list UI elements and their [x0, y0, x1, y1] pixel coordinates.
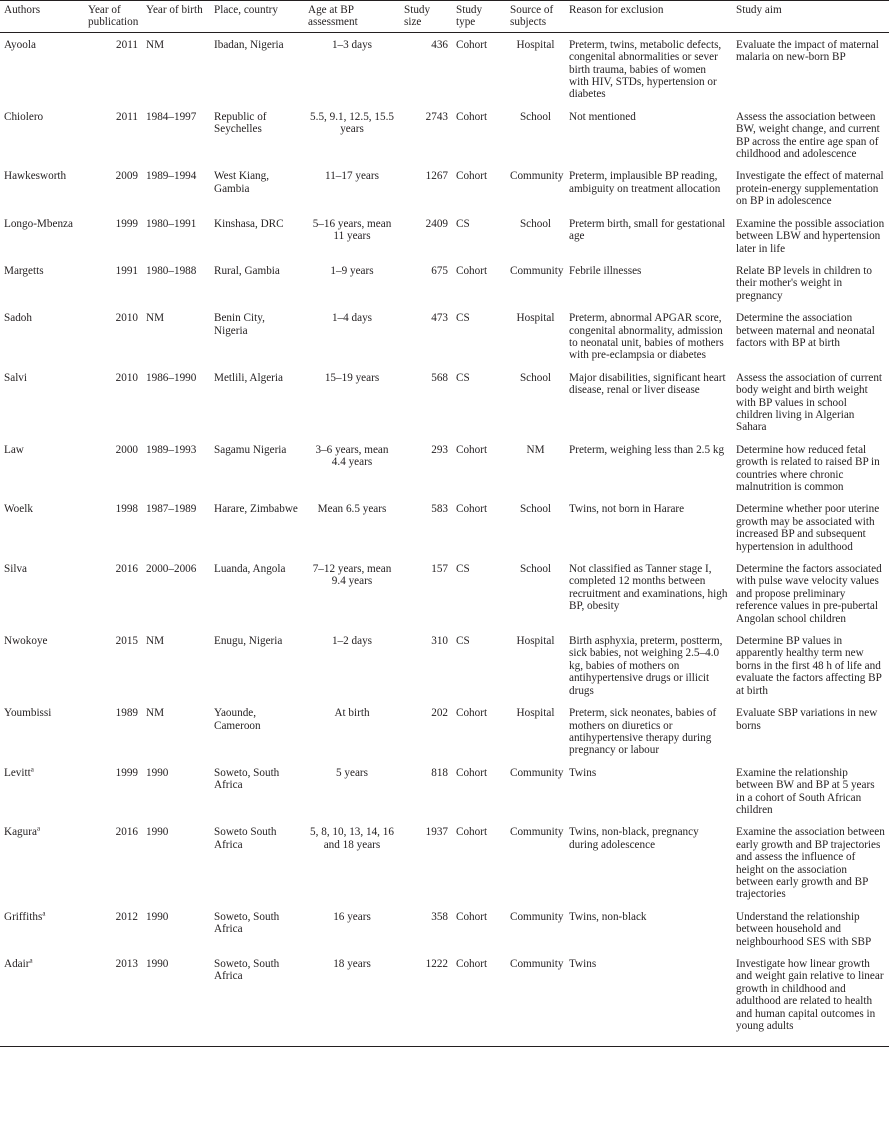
cell-study-type: CS — [456, 635, 470, 648]
table-row — [0, 820, 889, 904]
cell-reason-for-exclusion: Twins, non-black — [569, 910, 647, 923]
cell-source-of-subjects: School — [519, 503, 552, 516]
cell-author — [0, 164, 84, 211]
cell-year-of-birth: 2000–2006 — [146, 563, 197, 576]
cell-age-at-bp-assessment: 1–4 days — [331, 312, 373, 325]
cell-reason-for-exclusion: Major disabilities, significant heart disease, renal or liver disease — [569, 371, 726, 397]
cell-year-of-publication: 2015 — [115, 635, 138, 648]
author-name: Griffiths — [4, 910, 43, 923]
header-study-aim: Study aim — [732, 1, 889, 33]
cell-study-type: Cohort — [456, 910, 488, 923]
cell-author — [0, 32, 84, 105]
cell-study-size: 436 — [431, 38, 448, 51]
cell-source-of-subjects: Hospital — [516, 707, 555, 720]
cell-study-type: CS — [456, 217, 470, 230]
table-row — [0, 761, 889, 821]
cell-year-of-publication: 1999 — [115, 766, 138, 779]
cell-study-size: 310 — [431, 635, 448, 648]
cell-source-of-subjects: Community — [510, 264, 564, 277]
cell-place-country: West Kiang, Gambia — [214, 170, 270, 195]
author-name: Kagura — [4, 826, 37, 839]
cell-year-of-birth: 1989–1993 — [146, 443, 197, 456]
cell-reason-for-exclusion: Preterm, twins, metabolic defects, congenital abnormalities or sever birth trauma, babies of women with HIV, STDs, hypertension or diabetes — [569, 38, 722, 101]
cell-reason-for-exclusion: Preterm, sick neonates, babies of mothers on diuretics or antihypertensive therapy during pregnancy or labour — [569, 707, 717, 757]
cell-study-aim: Relate BP levels in children to their mother's weight in pregnancy — [736, 264, 872, 302]
cell-year-of-publication: 1991 — [115, 264, 138, 277]
cell-reason-for-exclusion: Preterm, weighing less than 2.5 kg — [569, 443, 725, 456]
cell-reason-for-exclusion: Twins, not born in Harare — [569, 503, 685, 516]
cell-study-aim: Determine the association between maternal and neonatal factors with BP at birth — [736, 312, 875, 349]
cell-source-of-subjects: Hospital — [516, 312, 555, 325]
cell-year-of-birth: 1990 — [146, 826, 169, 839]
cell-reason-for-exclusion: Preterm, implausible BP reading, ambiguity on treatment allocation — [569, 170, 721, 195]
cell-study-aim: Investigate the effect of maternal protein-energy supplementation on BP in adolescence — [736, 170, 884, 208]
cell-source-of-subjects: School — [519, 371, 552, 384]
cell-study-type: CS — [456, 312, 470, 325]
cell-study-type: Cohort — [456, 110, 488, 123]
cell-year-of-publication: 2010 — [115, 312, 138, 325]
cell-year-of-publication: 2000 — [115, 443, 138, 456]
cell-study-size: 473 — [431, 312, 448, 325]
cell-study-size: 202 — [431, 707, 448, 720]
author-name: Sadoh — [4, 312, 32, 325]
cell-place-country: Soweto South Africa — [214, 826, 277, 851]
cell-year-of-birth: 1990 — [146, 766, 169, 779]
cell-reason-for-exclusion: Febrile illnesses — [569, 264, 642, 277]
header-authors: Authors — [0, 1, 84, 33]
cell-age-at-bp-assessment: 16 years — [333, 910, 371, 923]
header-age-at-bp-assessment: Age at BP assessment — [304, 1, 400, 33]
cell-study-aim: Determine how reduced fetal growth is related to raised BP in countries where chronic malnutrition is common — [736, 443, 880, 493]
cell-study-size: 293 — [431, 443, 448, 456]
cell-study-type: Cohort — [456, 38, 488, 51]
cell-place-country: Soweto, South Africa — [214, 766, 280, 792]
cell-study-aim: Examine the possible association between LBW and hypertension later in life — [736, 217, 885, 255]
cell-author — [0, 701, 84, 761]
cell-reason-for-exclusion: Preterm, abnormal APGAR score, congenital abnormality, admission to neonatal unit, babies of mothers with pre-eclampsia or diabetes — [569, 312, 724, 362]
cell-year-of-publication: 1998 — [115, 503, 138, 516]
cell-study-type: Cohort — [456, 170, 488, 183]
cell-age-at-bp-assessment: At birth — [334, 707, 370, 720]
cell-reason-for-exclusion: Twins — [565, 952, 732, 1047]
footnote-marker: a — [30, 764, 34, 773]
cell-place-country: Soweto, South Africa — [214, 910, 280, 936]
cell-year-of-birth: NM — [146, 38, 165, 51]
cell-study-type: Cohort — [456, 766, 488, 779]
author-name: Adair — [4, 958, 30, 970]
cell-year-of-publication: 2011 — [116, 110, 138, 123]
cell-age-at-bp-assessment: 1–9 years — [330, 264, 374, 277]
cell-age-at-bp-assessment: 5 years — [336, 766, 368, 779]
cell-year-of-birth: NM — [146, 635, 165, 648]
cell-study-aim: Examine the association between early growth and BP trajectories and assess the influence of height on the association between early growth and BP trajectories — [736, 826, 885, 901]
author-name: Silva — [4, 563, 27, 576]
author-name: Youmbissi — [4, 707, 52, 720]
cell-year-of-publication: 2013 — [84, 952, 142, 1047]
cell-reason-for-exclusion: Not classified as Tanner stage I, completed 12 months between recruitment and examinations, high BP, obesity — [569, 563, 728, 613]
cell-source-of-subjects: Hospital — [516, 635, 555, 648]
cell-reason-for-exclusion: Preterm birth, small for gestational age — [569, 217, 726, 243]
cell-study-aim: Assess the association between BW, weight change, and current BP across the entire age span of childhood and adolescence — [736, 110, 880, 161]
cell-reason-for-exclusion: Twins, non-black, pregnancy during adolescence — [569, 826, 699, 851]
cell-place-country: Benin City, Nigeria — [214, 312, 265, 337]
cell-study-size: 1267 — [425, 170, 448, 183]
author-name: Law — [4, 443, 24, 456]
cell-year-of-birth: NM — [146, 312, 165, 325]
cell-study-size: 818 — [431, 766, 448, 779]
header-reason-for-exclusion: Reason for exclusion — [565, 1, 732, 33]
cell-source-of-subjects: Community — [510, 826, 564, 839]
cell-year-of-publication: 2016 — [115, 826, 138, 839]
header-place-country: Place, country — [210, 1, 304, 33]
table-row — [0, 259, 889, 306]
table-row — [0, 905, 889, 952]
cell-study-size: 568 — [431, 371, 448, 384]
cell-study-aim: Evaluate the impact of maternal malaria on new-born BP — [736, 38, 879, 64]
cell-year-of-publication: 2012 — [115, 910, 138, 923]
cell-author — [0, 306, 84, 366]
table-row — [0, 557, 889, 629]
cell-study-aim: Determine whether poor uterine growth may be associated with increased BP and subsequent hypertension in adulthood — [736, 503, 880, 553]
cell-place-country: Republic of Seychelles — [214, 110, 267, 136]
cell-source-of-subjects: Community — [510, 766, 564, 779]
table-row — [0, 306, 889, 366]
cell-author — [0, 259, 84, 306]
cell-study-type: CS — [456, 371, 470, 384]
cell-source-of-subjects: Community — [510, 910, 564, 923]
footnote-marker: a — [42, 909, 46, 918]
cell-age-at-bp-assessment: 5–16 years, mean 11 years — [312, 217, 392, 243]
header-year-of-birth: Year of birth — [142, 1, 210, 33]
cell-year-of-birth: 1980–1991 — [146, 217, 197, 230]
table-row — [0, 212, 889, 259]
table-row — [0, 366, 889, 438]
cell-author — [0, 497, 84, 557]
header-study-size: Study size — [400, 1, 452, 33]
cell-age-at-bp-assessment: 15–19 years — [324, 371, 380, 384]
author-name: Woelk — [4, 503, 33, 516]
cell-place-country: Enugu, Nigeria — [214, 635, 283, 648]
cell-author — [0, 952, 84, 1047]
footnote-marker: a — [29, 956, 33, 965]
cell-author — [0, 761, 84, 821]
cell-year-of-birth: 1980–1988 — [146, 264, 197, 277]
table-row — [0, 105, 889, 165]
cell-place-country: Metlili, Algeria — [214, 371, 283, 384]
header-source-of-subjects: Source of subjects — [506, 1, 565, 33]
cell-place-country: Soweto, South Africa — [210, 952, 304, 1047]
cell-reason-for-exclusion: Birth asphyxia, preterm, postterm, sick babies, not weighing 2.5–4.0 kg, babies of mothers on antihypertensive drugs or illicit drugs — [569, 635, 723, 697]
cell-year-of-birth: NM — [146, 707, 165, 720]
cell-age-at-bp-assessment: Mean 6.5 years — [317, 503, 387, 516]
cell-study-size: 675 — [431, 264, 448, 277]
cell-year-of-publication: 1999 — [115, 217, 138, 230]
cell-author — [0, 438, 84, 498]
cell-study-aim: Understand the relationship between household and neighbourhood SES with SBP — [736, 910, 872, 948]
table-row — [0, 701, 889, 761]
cell-source-of-subjects: Community — [510, 170, 564, 183]
cell-place-country: Yaounde, Cameroon — [214, 707, 261, 732]
cell-source-of-subjects: Community — [506, 952, 565, 1047]
author-name: Nwokoye — [4, 635, 48, 648]
cell-author — [0, 820, 84, 904]
cell-year-of-publication: 2011 — [116, 38, 138, 51]
cell-source-of-subjects: Hospital — [516, 38, 555, 51]
header-year-of-publication: Year of publication — [84, 1, 142, 33]
cell-study-type: Cohort — [456, 707, 488, 720]
cell-age-at-bp-assessment: 5, 8, 10, 13, 14, 16 and 18 years — [310, 826, 394, 851]
cell-study-type: Cohort — [456, 443, 488, 456]
cell-study-aim: Investigate how linear growth and weight gain relative to linear growth in childhood and adulthood are related to health and human capital outcomes in young adults — [732, 952, 889, 1047]
author-name: Longo-Mbenza — [4, 217, 73, 230]
table-header-row — [0, 1, 889, 33]
cell-year-of-publication: 2009 — [115, 170, 138, 183]
header-study-type: Study type — [452, 1, 506, 33]
cell-year-of-publication: 2016 — [115, 563, 138, 576]
author-name: Ayoola — [4, 38, 36, 51]
author-name: Hawkesworth — [4, 170, 67, 183]
cell-study-aim: Assess the association of current body weight and birth weight with BP values in school children living in Algerian Sahara — [736, 371, 883, 434]
cell-study-size: 157 — [431, 563, 448, 576]
cell-author — [0, 905, 84, 952]
cell-age-at-bp-assessment: 3–6 years, mean 4.4 years — [315, 443, 389, 469]
cell-study-size: 1222 — [400, 952, 452, 1047]
cell-year-of-birth: 1990 — [142, 952, 210, 1047]
cell-age-at-bp-assessment: 18 years — [304, 952, 400, 1047]
cell-place-country: Kinshasa, DRC — [214, 217, 284, 230]
cell-age-at-bp-assessment: 1–2 days — [331, 635, 373, 648]
table-row — [0, 952, 889, 1047]
cell-year-of-birth: 1989–1994 — [146, 170, 197, 183]
cell-study-size: 2743 — [425, 110, 448, 123]
cell-study-type: Cohort — [456, 503, 488, 516]
cell-source-of-subjects: NM — [526, 443, 545, 456]
cell-study-size: 583 — [431, 503, 448, 516]
cell-reason-for-exclusion: Not mentioned — [569, 110, 636, 123]
table-row — [0, 32, 889, 105]
cell-study-type: CS — [456, 563, 470, 576]
cell-study-aim: Examine the relationship between BW and BP at 5 years in a cohort of South African children — [736, 766, 875, 816]
cell-study-size: 1937 — [425, 826, 448, 839]
cell-year-of-birth: 1984–1997 — [146, 110, 197, 123]
author-name: Salvi — [4, 371, 27, 384]
cell-place-country: Ibadan, Nigeria — [214, 38, 284, 51]
cell-reason-for-exclusion: Twins — [569, 766, 597, 779]
cell-study-type: Cohort — [452, 952, 506, 1047]
cell-author — [0, 557, 84, 629]
cell-source-of-subjects: School — [519, 217, 552, 230]
cell-year-of-birth: 1990 — [146, 910, 169, 923]
footnote-marker: a — [36, 824, 41, 833]
cell-age-at-bp-assessment: 5.5, 9.1, 12.5, 15.5 years — [310, 110, 394, 136]
cell-study-size: 2409 — [425, 217, 448, 230]
author-name: Margetts — [4, 264, 44, 277]
table-row — [0, 629, 889, 701]
cell-author — [0, 366, 84, 438]
cell-author — [0, 629, 84, 701]
cell-source-of-subjects: School — [519, 110, 552, 123]
table-row — [0, 438, 889, 498]
cell-age-at-bp-assessment: 11–17 years — [325, 170, 379, 183]
cell-study-type: Cohort — [456, 264, 488, 277]
cell-study-aim: Determine the factors associated with pulse wave velocity values and propose preliminary reference values in pre-pubertal Angolan school children — [736, 563, 882, 625]
cell-age-at-bp-assessment: 1–3 days — [331, 38, 373, 51]
cell-study-aim: Evaluate SBP variations in new borns — [736, 707, 878, 732]
cell-year-of-publication: 1989 — [115, 707, 138, 720]
cell-place-country: Rural, Gambia — [214, 264, 280, 277]
cell-study-type: Cohort — [456, 826, 488, 839]
cell-source-of-subjects: School — [519, 563, 552, 576]
cell-age-at-bp-assessment: 7–12 years, mean 9.4 years — [312, 563, 392, 588]
cell-place-country: Sagamu Nigeria — [214, 443, 287, 456]
table-row — [0, 497, 889, 557]
author-name: Chiolero — [4, 110, 44, 123]
cell-study-aim: Determine BP values in apparently healthy term new borns in the first 48 h of life and evaluate the factors affecting BP at birth — [736, 635, 882, 697]
cell-year-of-birth: 1986–1990 — [146, 371, 197, 384]
cell-place-country: Luanda, Angola — [214, 563, 286, 576]
cell-year-of-publication: 2010 — [115, 371, 138, 384]
author-name: Levitt — [4, 766, 31, 779]
cell-year-of-birth: 1987–1989 — [146, 503, 197, 516]
cell-study-size: 358 — [431, 910, 448, 923]
cell-author — [0, 212, 84, 259]
table-row — [0, 164, 889, 211]
cell-place-country: Harare, Zimbabwe — [214, 503, 298, 516]
cell-author — [0, 105, 84, 165]
